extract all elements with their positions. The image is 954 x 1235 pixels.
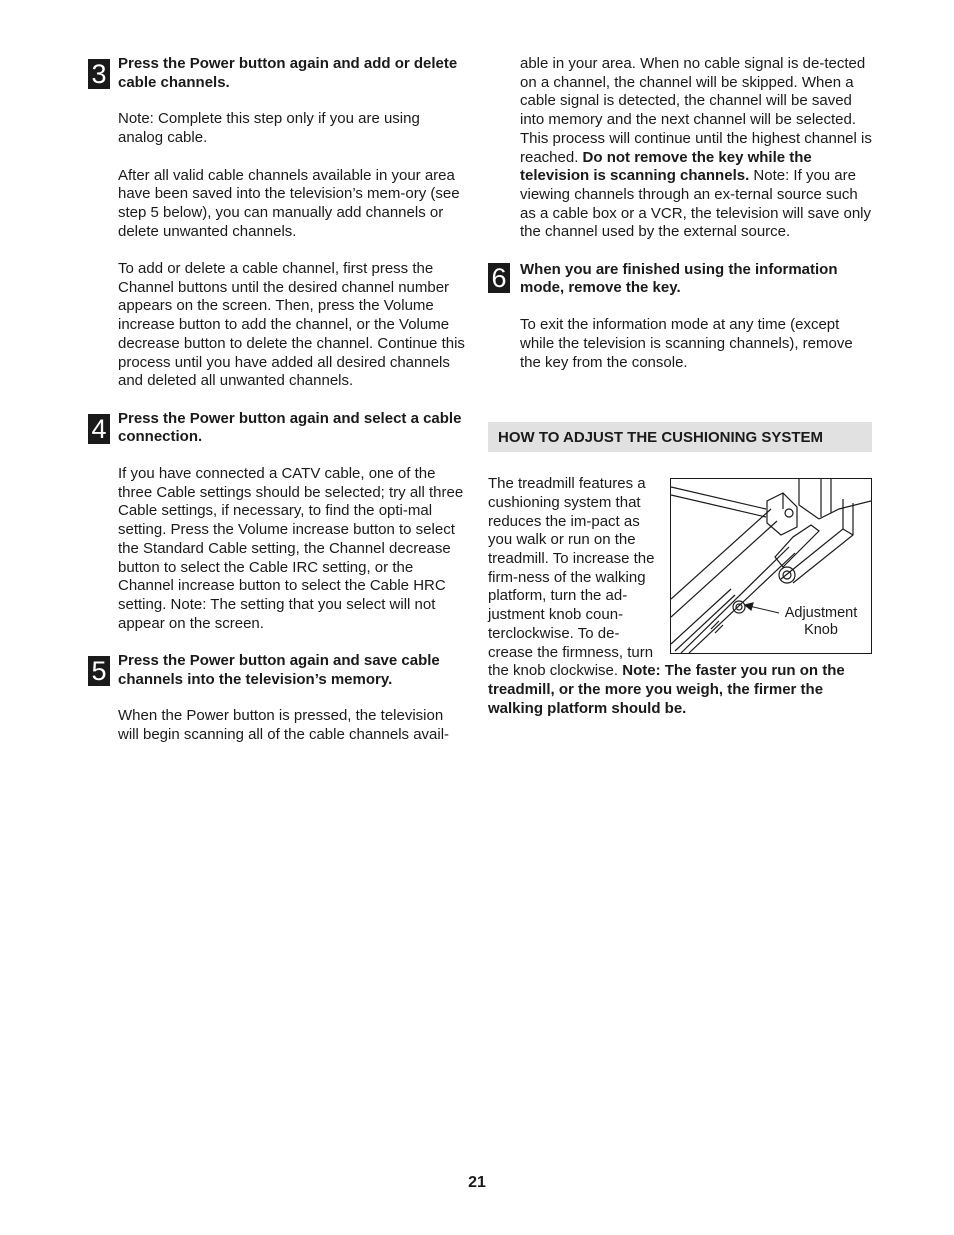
step-4 (88, 410, 468, 634)
step-3 (88, 55, 468, 391)
figure-label: Adjustment Knob (784, 605, 858, 639)
section-heading: HOW TO ADJUST THE CUSHIONING SYSTEM (488, 422, 872, 452)
paragraph: To add or delete a cable channel, first press the Channel buttons until the desired channel number appears on the screen. Then, press the Volume increase button to add the channel, or the Volume decrease button to delete the channel. Continue this process until you have added all desired channels and deleted all unwanted channels. (118, 260, 465, 390)
page-number: 21 (468, 1174, 486, 1191)
left-column (88, 55, 468, 764)
step-number: 3 (88, 59, 110, 89)
step-number: 4 (88, 414, 110, 444)
cushioning-section (488, 475, 872, 718)
right-column (488, 55, 872, 718)
paragraph: To exit the information mode at any time (except while the television is scanning channels), remove the key from the console. (520, 316, 853, 371)
step-number: 5 (88, 656, 110, 686)
step-heading: Press the Power button again and select a cable connection. (118, 409, 462, 446)
paragraph: When the Power button is pressed, the television will begin scanning all of the cable channels avail- (118, 707, 450, 744)
paragraph-text: able in your area. When no cable signal is de-tected on a channel, the channel will be skipped. When a cable signal is detected, the channel will be saved into memory and the next channel will be selected. This process will continue until the highest channel is reached. (520, 55, 872, 166)
paragraph-text: The treadmill features a cushioning system that reduces the im-pact as you walk or run on the treadmill. To increase the firm-ness of the walking platform, turn the ad-justment knob coun-terclockwise. To de-crease the firmness, turn the knob clockwise. (488, 475, 655, 680)
step-5 (88, 652, 468, 745)
step-heading: Press the Power button again and add or delete cable channels. (118, 55, 458, 91)
paragraph: After all valid cable channels available in your area have been saved into the television’s mem-ory (see step 5 below), you can manually add channels or delete unwanted channels. (118, 166, 460, 240)
step-heading: Press the Power button again and save cable channels into the television’s memory. (118, 652, 440, 688)
note-text: Note: If you are viewing channels through an ex-ternal source such as a cable box or a VCR, the television will save only the channel used by the external source. (520, 167, 872, 241)
adjustment-knob-illustration (670, 478, 872, 654)
paragraph: If you have connected a CATV cable, one of the three Cable settings should be selected; try all three Cable settings, if necessary, to find the opti-mal setting. Press the Volume increase button to select the Standard Cable setting, the Channel decrease button to select the Cable IRC setting, or the Channel increase button to select the Cable HRC setting. Note: The setting that you select will not appear on the screen. (118, 465, 464, 632)
note-text: Note: The faster you run on the treadmill, or the more you weigh, the firmer the walking platform should be. (488, 662, 845, 717)
step-number: 6 (488, 263, 510, 293)
warning-text: Do not remove the key while the television is scanning channels. (520, 148, 812, 185)
step-6 (488, 261, 872, 373)
step-heading: When you are finished using the information mode, remove the key. (520, 260, 838, 297)
paragraph: Note: Complete this step only if you are using analog cable. (118, 110, 420, 147)
step-5-continued (488, 55, 872, 242)
